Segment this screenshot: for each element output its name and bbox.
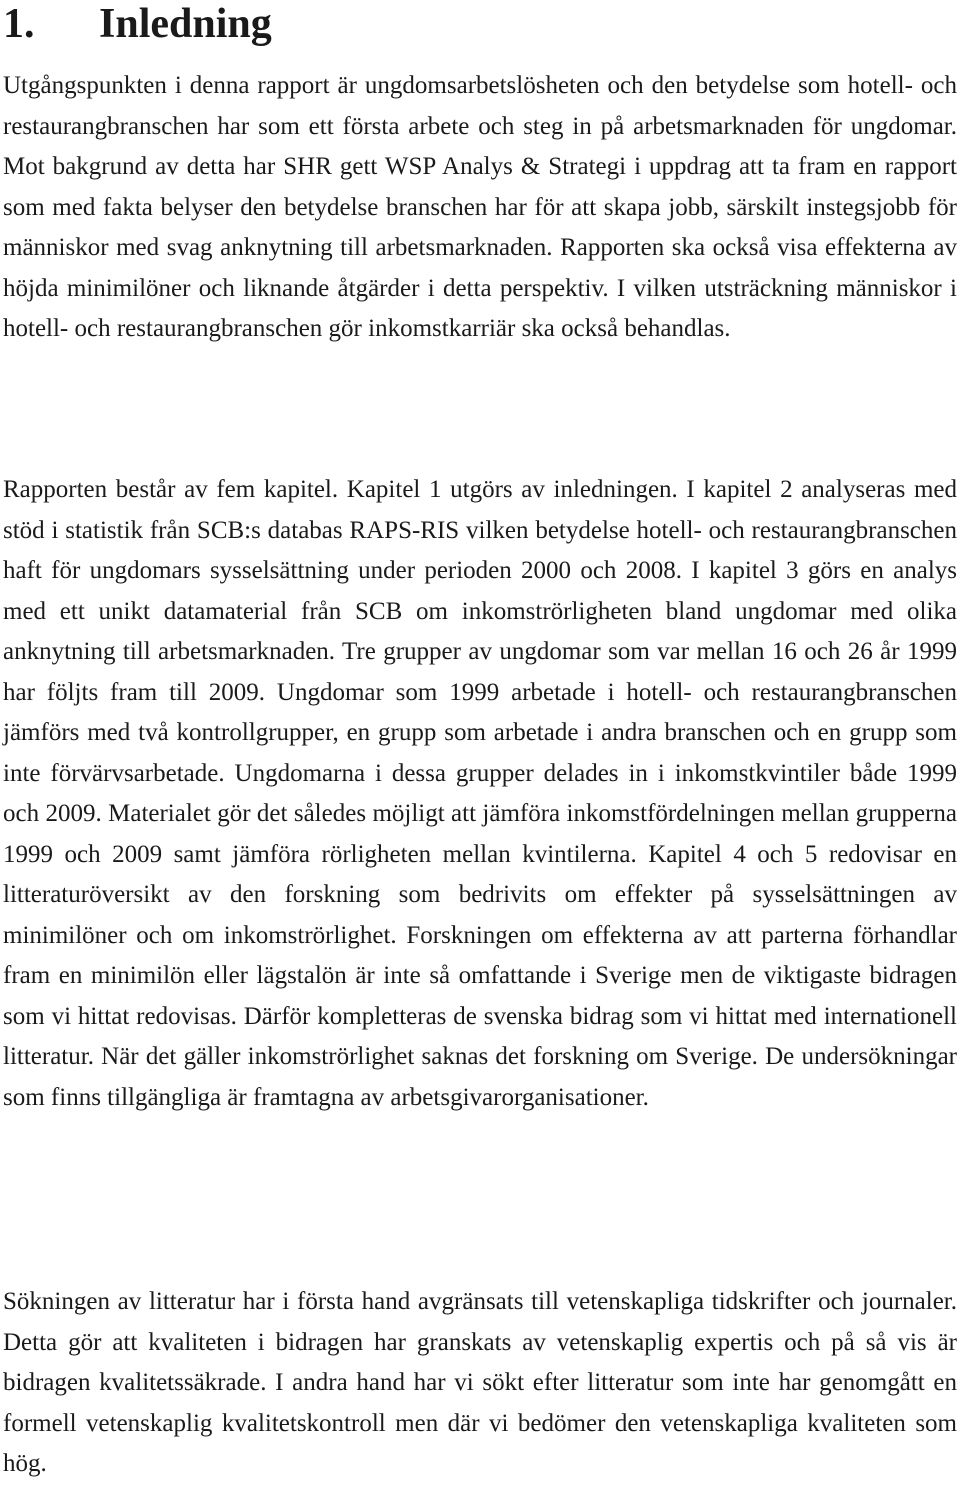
- paragraph-introduction: Utgångspunkten i denna rapport är ungdomsarbetslösheten och den betydelse som hotell- och restaurangbranschen har som ett första arbete och steg in på arbetsmarknaden för ungdomar. Mot bakgrund av detta har SHR gett WSP Analys & Strategi i uppdrag att ta fram en rapport som med fakta belyser den betydelse branschen har för att skapa jobb, särskilt instegsjobb för människor med svag anknytning till arbetsmarknaden. Rapporten ska också visa effekterna av höjda minimilöner och liknande åtgärder i detta perspektiv. I vilken utsträckning människor i hotell- och restaurangbranschen gör inkomstkarriär ska också behandlas.: [3, 72, 957, 342]
- section-heading: [3, 0, 957, 48]
- document-page: [3, 0, 957, 1477]
- paragraph-literature-search: Sökningen av litteratur har i första hand avgränsats till vetenskapliga tidskrifter och journaler. Detta gör att kvaliteten i bidragen har granskats av vetenskaplig expertis och på så vis är bidragen kvalitetssäkrade. I andra hand har vi sökt efter litteratur som inte har genomgått en formell vetenskaplig kvalitetskontroll men där vi bedömer den vetenskapliga kvaliteten som hög.: [3, 1288, 957, 1477]
- section-number: 1.: [3, 1, 35, 47]
- paragraph-report-structure: Rapporten består av fem kapitel. Kapitel 1 utgörs av inledningen. I kapitel 2 analyseras med stöd i statistik från SCB:s databas RAPS-RIS vilken betydelse hotell- och restaurangbranschen haft för ungdomars sysselsättning under perioden 2000 och 2008. I kapitel 3 görs en analys med ett unikt datamaterial från SCB om inkomströrligheten bland ungdomar med olika anknytning till arbetsmarknaden. Tre grupper av ungdomar som var mellan 16 och 26 år 1999 har följts fram till 2009. Ungdomar som 1999 arbetade i hotell- och restaurangbranschen jämförs med två kontrollgrupper, en grupp som arbetade i andra branschen och en grupp som inte förvärvsarbetade. Ungdomarna i dessa grupper delades in i inkomstkvintiler både 1999 och 2009. Materialet gör det således möjligt att jämföra inkomstfördelningen mellan grupperna 1999 och 2009 samt jämföra rörligheten mellan kvintilerna. Kapitel 4 och 5 redovisar en litteraturöversikt av den forskning som bedrivits om effekter på sysselsättningen av minimilöner och om inkomströrlighet. Forskningen om effekterna av att parterna förhandlar fram en minimilön eller lägstalön är inte så omfattande i Sverige men de viktigaste bidragen som vi hittat redovisas. Därför kompletteras de svenska bidrag som vi hittat med internationell litteratur. När det gäller inkomströrlighet saknas det forskning om Sverige. De undersökningar som finns tillgängliga är framtagna av arbetsgivarorganisationer.: [3, 476, 957, 1111]
- section-title: Inledning: [99, 1, 272, 47]
